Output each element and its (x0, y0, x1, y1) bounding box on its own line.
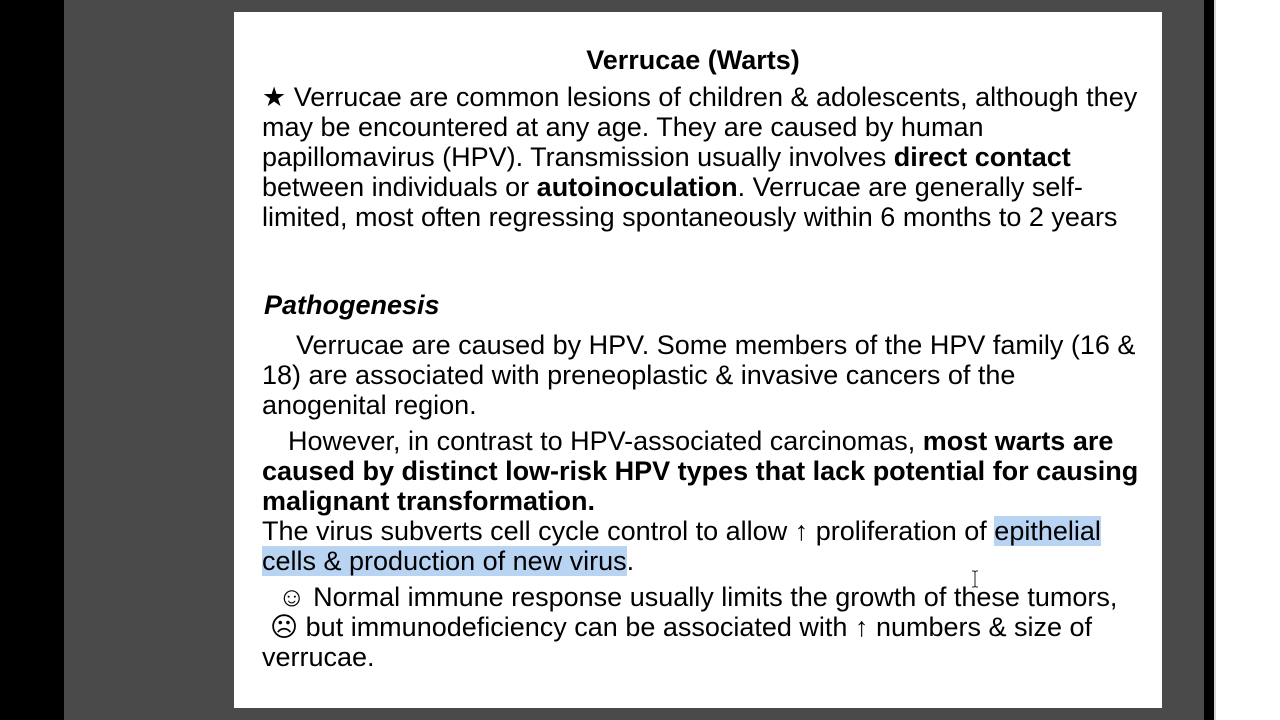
text-cursor-icon (972, 570, 978, 588)
intro-text-3: . Verrucae are generally self-limited, most often regressing spontaneously within 6 months to 2 years (262, 172, 1118, 232)
pathogenesis-paragraph-1[interactable]: Verrucae are caused by HPV. Some members of the HPV family (16 & 18) are associated with preneoplastic & invasive cancers of the anogenital region. (262, 330, 1136, 420)
p4-text-2: but immunodeficiency can be associated with ↑ numbers & size of verrucae. (262, 612, 1093, 672)
smile-icon: ☺ (278, 582, 306, 612)
pathogenesis-paragraph-4[interactable] (262, 582, 1142, 672)
side-panel[interactable] (1214, 0, 1280, 720)
intro-text-2: between individuals or (262, 172, 537, 202)
intro-text-1: Verrucae are common lesions of children & adolescents, although they may be encountered at any age. They are caused by human papillomavirus (HPV). Transmission usually involves (262, 82, 1138, 172)
side-panel-border (1214, 0, 1216, 720)
star-bullet-icon: ★ (262, 82, 287, 112)
editor-workspace (64, 0, 1204, 720)
selected-text[interactable]: epithelial cells & production of new virus (262, 516, 1101, 576)
pathogenesis-paragraph-3[interactable] (262, 516, 1142, 576)
intro-bold-direct-contact: direct contact (893, 142, 1071, 172)
p4-text-1: Normal immune response usually limits the growth of these tumors, (305, 582, 1118, 612)
p2-text: However, in contrast to HPV-associated carcinomas, (288, 426, 923, 456)
panel-divider (1204, 0, 1214, 720)
intro-bold-autoinoculation: autoinoculation (536, 172, 738, 202)
p3-text: The virus subverts cell cycle control to allow ↑ proliferation of (262, 516, 995, 546)
slide-canvas[interactable] (234, 12, 1162, 708)
p3-end: . (626, 546, 635, 576)
pathogenesis-heading[interactable]: Pathogenesis (264, 290, 440, 320)
slide-title[interactable]: Verrucae (Warts) (586, 45, 800, 75)
pathogenesis-paragraph-2[interactable] (262, 426, 1142, 516)
intro-paragraph[interactable] (262, 82, 1142, 232)
frown-icon: ☹ (270, 612, 299, 642)
p2-bold: most warts are caused by distinct low-risk HPV types that lack potential for causing malignant transformation. (262, 426, 1139, 516)
